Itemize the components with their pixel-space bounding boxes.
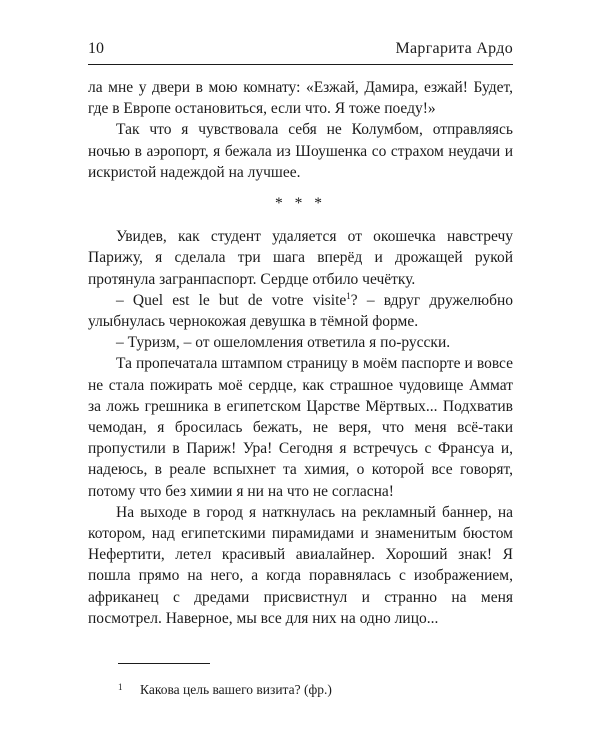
paragraph: Так что я чувствовала себя не Колумбом, отправляясь ночью в аэропорт, я бежала из Шоушенка со страхом неудачи и искристой надеждой на лучшее. xyxy=(88,121,513,181)
dialogue-text: ? – вдруг дружелюбно улыбнулась чернокожая девушка в тёмной форме. xyxy=(88,291,513,331)
paragraph: На выходе в город я наткнулась на рекламный баннер, на котором, над египетскими пирамидами и знаменитым бюстом Нефертити, летел красивый авиалайнер. Хороший знак! Я пошла прямо на него, а когда поравнялась с изображением, африканец с дредами присвистнул и странно на меня посмотрел. Наверное, мы все для них на одно лицо... xyxy=(88,503,513,627)
dialogue-line xyxy=(88,290,513,332)
running-title-author: Маргарита Ардо xyxy=(395,40,513,57)
dialogue-text: – Quel est le but de votre visite xyxy=(116,291,347,309)
body-text xyxy=(88,77,513,629)
dialogue-line: – Туризм, – от ошеломления ответила я по-русски. xyxy=(116,334,451,352)
paragraph: Та пропечатала штампом страницу в моём паспорте и вовсе не стала пожирать моё сердце, как страшное чудовище Аммат за ложь грешника в египетском Царстве Мёртвых... Подхватив чемодан, я бросилась бежать, не веря, что меня всё-таки пропустили в Париж! Ура! Сегодня я встречусь с Франсуа и, надеюсь, в реале вспыхнет та химия, о которой все говорят, потому что без химии я ни на что не согласна! xyxy=(88,355,513,500)
page-number: 10 xyxy=(88,40,104,57)
paragraph: ла мне у двери в мою комнату: «Езжай, Дамира, езжай! Будет, где в Европе остановиться, если что. Я тоже поеду!» xyxy=(88,79,513,118)
footnote-marker: 1 xyxy=(118,682,123,692)
footnote xyxy=(118,678,498,699)
paragraph: Увидев, как студент удаляется от окошечка навстречу Парижу, я сделала три шага вперёд и дрожащей рукой протянула загранпаспорт. Сердце отбило чечётку. xyxy=(88,228,513,288)
header-rule xyxy=(88,64,513,65)
section-break: * * * xyxy=(275,195,326,213)
footnote-text: Какова цель вашего визита? (фр.) xyxy=(140,682,332,697)
footnote-rule xyxy=(118,663,210,664)
footnote-reference[interactable]: 1 xyxy=(346,290,351,301)
running-header xyxy=(88,40,513,62)
